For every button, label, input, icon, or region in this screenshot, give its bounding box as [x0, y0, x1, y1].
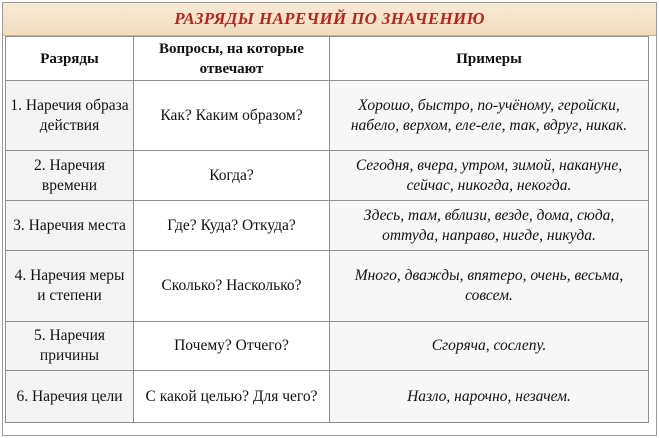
page-title: РАЗРЯДЫ НАРЕЧИЙ ПО ЗНАЧЕНИЮ [174, 9, 485, 28]
table-header-row [6, 37, 649, 81]
questions-cell: Где? Куда? Откуда? [134, 201, 330, 251]
questions-cell: Почему? Отчего? [134, 322, 330, 371]
examples-cell: Сгоряча, сослепу. [330, 322, 649, 371]
questions-cell: С какой целью? Для чего? [134, 371, 330, 423]
examples-cell: Сегодня, вчера, утром, зимой, накануне, сейчас, никогда, некогда. [330, 151, 649, 201]
adverb-categories-table [5, 36, 649, 423]
examples-cell: Много, дважды, впятеро, очень, весьма, совсем. [330, 251, 649, 322]
column-header-category: Разряды [6, 37, 134, 81]
questions-cell: Когда? [134, 151, 330, 201]
table-row [6, 151, 649, 201]
examples-cell: Хорошо, быстро, по-учёному, геройски, набело, верхом, еле-еле, так, вдруг, никак. [330, 81, 649, 151]
table-row [6, 322, 649, 371]
column-header-examples: Примеры [330, 37, 649, 81]
column-header-questions: Вопросы, на которые отвечают [134, 37, 330, 81]
table-row [6, 251, 649, 322]
category-cell: 6. Наречия цели [6, 371, 134, 423]
category-cell: 3. Наречия места [6, 201, 134, 251]
table-row [6, 201, 649, 251]
title-bar [3, 3, 656, 36]
questions-cell: Как? Каким образом? [134, 81, 330, 151]
category-cell: 2. Наречия времени [6, 151, 134, 201]
examples-cell: Здесь, там, вблизи, везде, дома, сюда, оттуда, направо, нигде, никуда. [330, 201, 649, 251]
category-cell: 1. Наречия образа действия [6, 81, 134, 151]
questions-cell: Сколько? Насколько? [134, 251, 330, 322]
category-cell: 4. Наречия меры и степени [6, 251, 134, 322]
table-row [6, 81, 649, 151]
category-cell: 5. Наречия причины [6, 322, 134, 371]
examples-cell: Назло, нарочно, незачем. [330, 371, 649, 423]
table-row [6, 371, 649, 423]
